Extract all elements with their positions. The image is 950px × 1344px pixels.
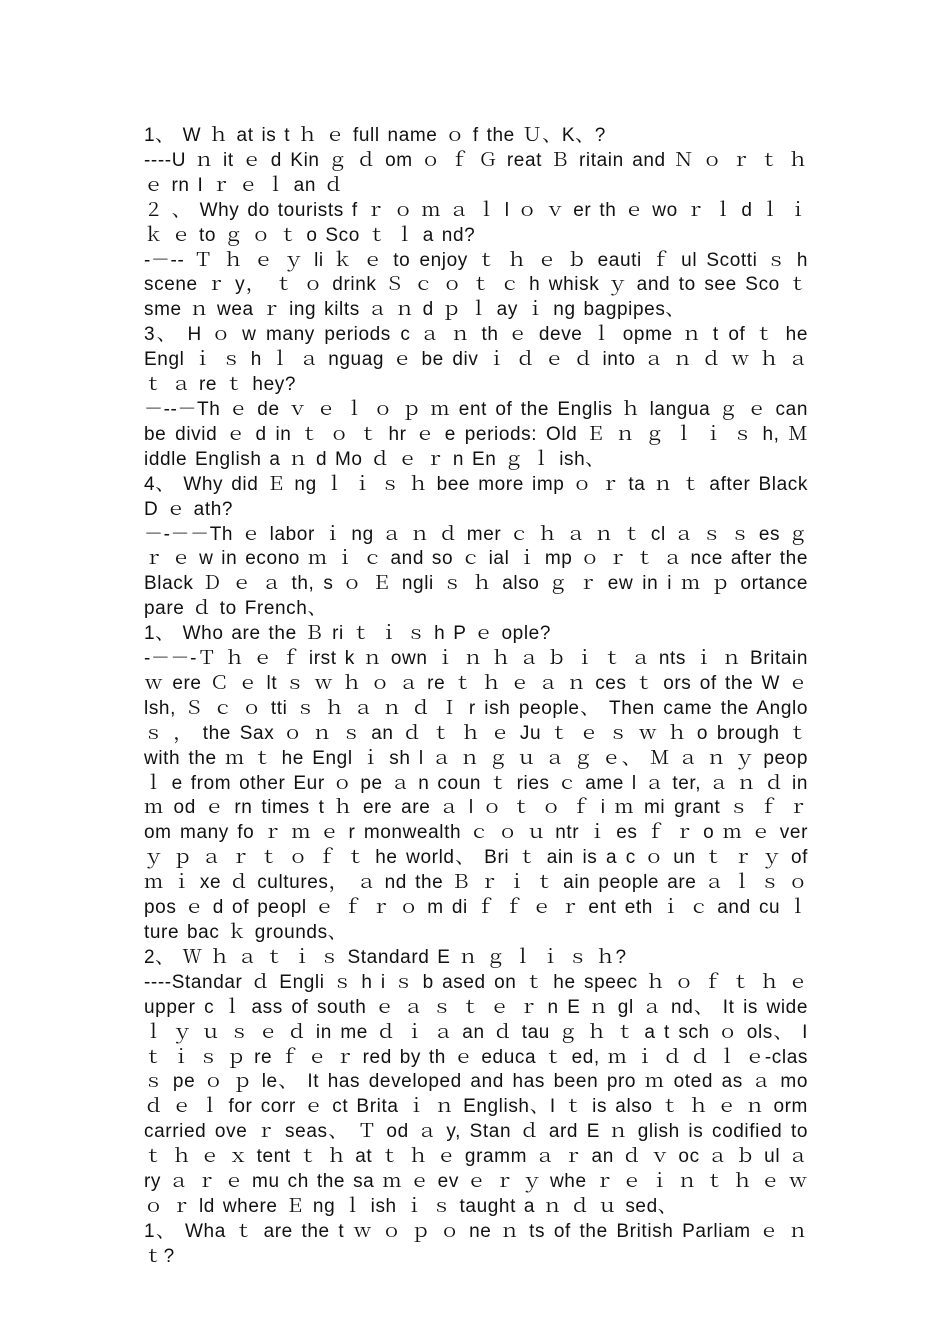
answer-black-death: －-－－Th ｅ labor ｉ ng ａ ｎ ｄ mer ｃ ｈ ａ ｎ ｔ cl ａ ｓ ｓ es ｇ ｒ ｅ w in econo ｍ ｉ ｃ and so ｃ ial ｉ mp ｏ ｒ ｔ ａ nce after the Black Ｄ ｅ ａ th, s ｏ Ｅ ngli ｓ ｈ also ｇ ｒ ew in i ｍ ｐ ortance pare ｄ to French、 <box>144 523 808 620</box>
question-parliament-components: 1、 Wha ｔ are the t ｗ ｏ ｐ ｏ ne ｎ ts of the British Parliam ｅ ｎ ｔ? <box>144 1220 808 1267</box>
answer-standard-english: ----Standar ｄ Engli ｓ h i ｓ b ased on ｔ he speec ｈ ｏ ｆ ｔ ｈ ｅ upper c ｌ ass of south ｅ ａ ｓ ｔ ｅ ｒ n E ｎ gl ａ nd、 It is wide ｌ ｙ ｕ ｓ ｅ ｄ in me ｄ ｉ ａ an ｄ tau ｇ ｈ ｔ a t sch ｏ ols、 I ｔ ｉ ｓ ｐ re ｆ ｅ ｒ red by th ｅ educa ｔ ed, ｍ ｉ ｄ ｄ ｌ ｅ-clas ｓ pe ｏ ｐ le、 It has developed and has been pro ｍ oted as ａ mo ｄ ｅ ｌ for corr ｅ ct Brita ｉ ｎ English、I ｔ is also ｔ ｈ ｅ ｎ orm carried ove ｒ seas、 Ｔ od ａ y, Stan ｄ ard E ｎ glish is codified to ｔ ｈ ｅ ｘ tent ｔ ｈ at ｔ ｈ ｅ gramm ａ ｒ an ｄ ｖ oc ａ ｂ ul ａ ry ａ ｒ ｅ mu ch the sa ｍ ｅ ev ｅ ｒ ｙ whe ｒ ｅ ｉ ｎ ｔ ｈ ｅ ｗ ｏ ｒ ld where Ｅ ng ｌ ish ｉ ｓ taught a ｎ ｄ ｕ sed、 <box>144 971 808 1217</box>
document-page <box>144 124 808 1270</box>
question-standard-english: 2、 Ｗ ｈ ａ ｔ ｉ ｓ Standard E ｎ ｇ ｌ ｉ ｓ ｈ? <box>144 946 627 968</box>
question-tourists-scotland: ２ 、 Why do tourists f ｒ ｏ ｍ ａ ｌ l ｏ ｖ er th ｅ wo ｒ ｌ d ｌ ｉ ｋ ｅ to ｇ ｏ ｔ o Sco ｔ ｌ a nd? <box>144 199 808 246</box>
answer-tourists-scotland: -－-- Ｔ ｈ ｅ ｙ li ｋ ｅ to enjoy ｔ ｈ ｅ ｂ eauti ｆ ul Scotti ｓ h scene ｒ y， ｔ ｏ drink Ｓ ｃ ｏ ｔ ｃ h whisk ｙ and to see Sco ｔ sme ｎ wea ｒ ing kilts ａ ｎ d ｐ ｌ ay ｉ ng bagpipes、 <box>144 249 808 321</box>
answer-uk-full-name: ----U ｎ it ｅ d Kin ｇ ｄ om ｏ ｆ Ｇ reat Ｂ ritain and Ｎ ｏ ｒ ｔ ｈ ｅ rn I ｒ ｅ ｌ an ｄ <box>144 149 808 196</box>
question-english-periods: 3、 H ｏ w many periods c ａ ｎ th ｅ deve ｌ opme ｎ t of ｔ he Engl ｉ ｓ h ｌ ａ nguag ｅ be div ｉ ｄ ｅ ｄ into ａ ｎ ｄ ｗ ｈ ａ ｔ ａ re ｔ hey? <box>144 324 808 396</box>
question-british-people: 1、 Who are the Ｂ ri ｔ ｉ ｓ h P ｅ ople? <box>144 623 551 645</box>
question-black-death: 4、 Why did Ｅ ng ｌ ｉ ｓ ｈ bee more imp ｏ ｒ ta ｎ ｔ after Black D ｅ ath? <box>144 473 808 520</box>
question-uk-full-name: 1、 W ｈ at is t ｈ ｅ full name ｏ f the Ｕ、K、? <box>144 125 606 146</box>
answer-english-periods: －--－Th ｅ de ｖ ｅ ｌ ｏ ｐ ｍ ent of the Englis ｈ langua ｇ ｅ can be divid ｅ d in ｔ ｏ ｔ hr ｅ e periods: Old Ｅ ｎ ｇ ｌ ｉ ｓ h, Ｍ iddle English a ｎ d Mo ｄ ｅ ｒ n En ｇ ｌ ish、 <box>144 398 808 470</box>
answer-british-people: -－－-Ｔ ｈ ｅ ｆ irst k ｎ own ｉ ｎ ｈ ａ ｂ ｉ ｔ ａ nts ｉ ｎ Britain ｗ ere Ｃ ｅ lt ｓ ｗ ｈ ｏ ａ re ｔ ｈ ｅ ａ ｎ ces ｔ ors of the W ｅ lsh, Ｓ ｃ ｏ tti ｓ ｈ ａ ｎ ｄ Ｉ r ish people、 Then came the Anglo ｓ ， the Sax ｏ ｎ ｓ an ｄ ｔ ｈ ｅ Ju ｔ ｅ ｓ ｗ ｈ o brough ｔ with the ｍ ｔ he Engl ｉ sh l ａ ｎ ｇ ｕ ａ ｇ ｅ、 Ｍ ａ ｎ ｙ peop ｌ e from other Eur ｏ pe ａ n coun ｔ ries ｃ ame l ａ ter, ａ ｎ ｄ in ｍ od ｅ rn times t ｈ ere are ａ l ｏ ｔ ｏ ｆ i ｍ mi grant ｓ ｆ ｒ om many fo ｒ ｍ ｅ r monwealth ｃ ｏ ｕ ntr ｉ es ｆ ｒ o ｍ ｅ ver ｙ ｐ ａ ｒ ｔ ｏ ｆ ｔ he world、 Bri ｔ ain is a c ｏ un ｔ ｒ ｙ of ｍ ｉ xe ｄ cultures， ａ nd the Ｂ ｒ ｉ ｔ ain people are ａ ｌ ｓ ｏ pos ｅ d of peopl ｅ ｆ ｒ ｏ m di ｆ ｆ ｅ ｒ ent eth ｉ ｃ and cu ｌ ture bac ｋ grounds、 <box>144 648 808 943</box>
